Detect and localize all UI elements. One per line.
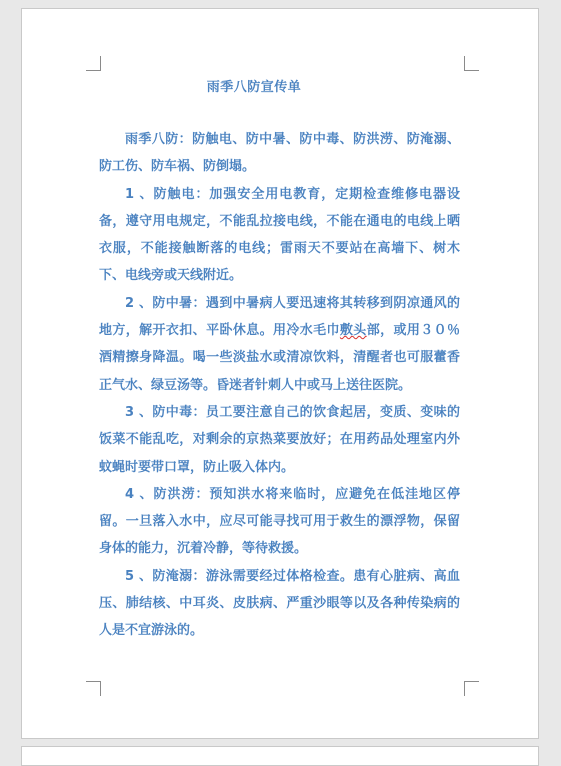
paragraph-electric-shock[interactable]: 1 、防触电：加强安全用电教育，定期检查维修电器设备，遵守用电规定，不能乱拉接电线，不能在通电的电线上晒衣服，不能接触断落的电线；雷雨天不要站在高墙下、树木下、电线旁或天线附近。: [99, 186, 460, 284]
spellcheck-marked-text[interactable]: 敷头: [339, 323, 367, 339]
document-body[interactable]: [99, 126, 460, 645]
margin-corner-top-left: [86, 56, 101, 71]
paragraph-heatstroke[interactable]: [99, 290, 460, 399]
document-page[interactable]: [21, 8, 539, 739]
margin-corner-bottom-right: [464, 681, 479, 696]
next-page-edge: [21, 746, 539, 766]
document-title[interactable]: 雨季八防宣传单: [206, 80, 302, 95]
paragraph-flood[interactable]: 4 、防洪涝：预知洪水将来临时，应避免在低洼地区停留。一旦落入水中，应尽可能寻找可用于救生的漂浮物，保留身体的能力，沉着冷静，等待救援。: [99, 486, 460, 557]
margin-corner-bottom-left: [86, 681, 101, 696]
paragraph-intro[interactable]: 雨季八防：防触电、防中暑、防中毒、防洪涝、防淹溺、防工伤、防车祸、防倒塌。: [99, 132, 460, 175]
paragraph-text: 部，或用３０％酒精擦身降温。喝一些淡盐水或清凉饮料，清醒者也可服藿香正气水、绿豆汤等。昏迷者针刺人中或马上送往医院。: [99, 323, 460, 393]
paragraph-poisoning[interactable]: 3 、防中毒：员工要注意自己的饮食起居，变质、变味的饭菜不能乱吃，对剩余的京热菜要放好；在用药品处理室内外蚊蝇时要带口罩，防止吸入体内。: [99, 404, 460, 475]
margin-corner-top-right: [464, 56, 479, 71]
paragraph-drowning[interactable]: 5 、防淹溺：游泳需要经过体格检查。患有心脏病、高血压、肺结核、中耳炎、皮肤病、严重沙眼等以及各种传染病的人是不宜游泳的。: [99, 568, 460, 639]
paragraph-text: 2 、防中暑：遇到中暑病人要迅速将其转移到阴凉通风的地方，解开衣扣、平卧休息。用冷水毛巾: [99, 295, 460, 339]
